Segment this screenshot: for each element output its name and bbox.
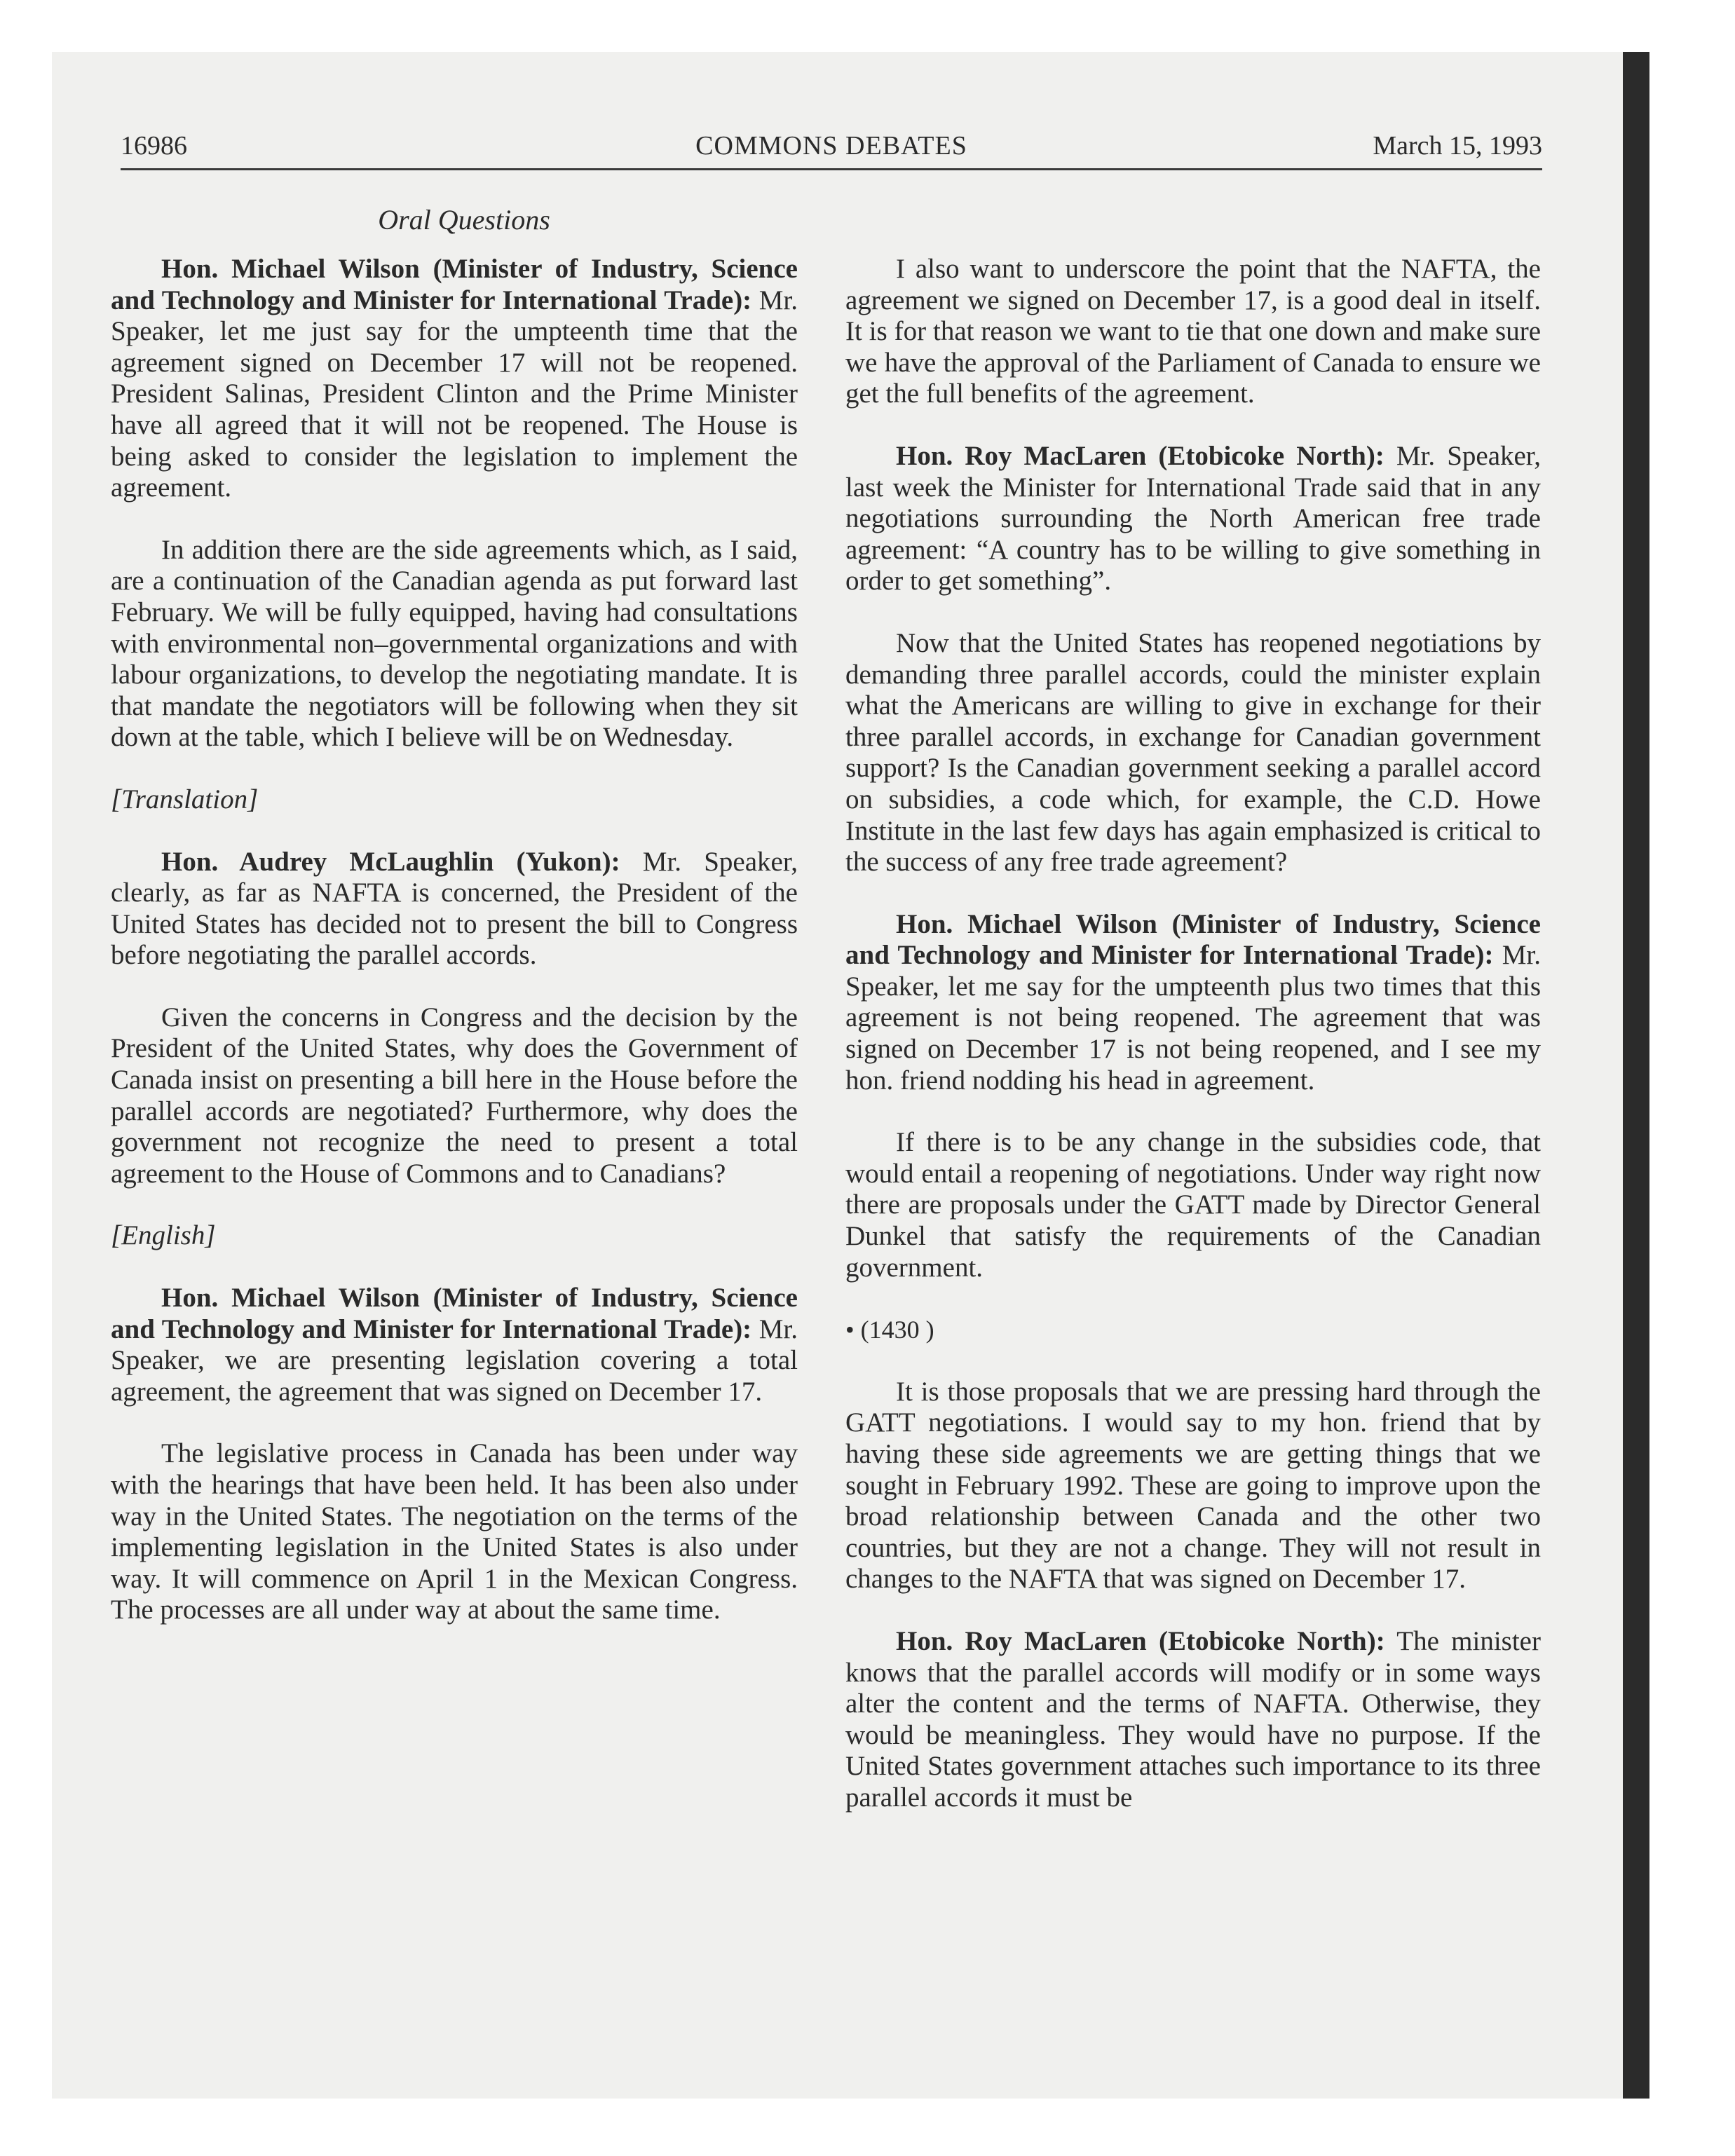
paragraph: It is those proposals that we are pressing hard through the GATT negotiations. I would say to my hon. friend that by having these side agreements we are getting things that we sought in February 1992. These are going to improve upon the broad relationship between Canada and the other two countries, but they are not a change. They will not result in changes to the NAFTA that was signed on December 17. <box>845 1376 1541 1595</box>
language-note: [English] <box>111 1220 216 1251</box>
publication-date: March 15, 1993 <box>1373 131 1542 161</box>
paragraph: Now that the United States has reopened negotiations by demanding three parallel accords, could the minister explain what the Americans are willing to give in exchange for their three parallel accords, in exchange for Canadian government support? Is the Canadian government seeking a parallel accord on subsidies, a code which, for example, the C.D. Howe Institute in the last few days has again emphasized is critical to the success of any free trade agreement? <box>845 627 1541 878</box>
speaker-name: Hon. Roy MacLaren (Etobicoke North): <box>896 1625 1385 1656</box>
scan-edge-shadow <box>1623 52 1649 2099</box>
paragraph <box>111 1283 798 1407</box>
paragraph: I also want to underscore the point that the NAFTA, the agreement we signed on December 17, is a good deal in itself. It is for that reason we want to tie that one down and make sure we have the approval of the Parliament of Canada to ensure we get the full benefits of the agreement. <box>845 254 1541 409</box>
speaker-name: Hon. Audrey McLaughlin (Yukon): <box>161 846 620 877</box>
publication-title: COMMONS DEBATES <box>695 131 967 161</box>
speech-text: Mr. Speaker, clearly, as far as NAFTA is concerned, the President of the United States has decided not to present the bill to Congress before negotiating the parallel accords. <box>111 846 798 971</box>
paragraph <box>111 254 798 504</box>
paragraph: If there is to be any change in the subsidies code, that would entail a reopening of negotiations. Under way right now there are proposals under the GATT made by Director General Dunkel that satisfy the requirements of the Canadian government. <box>845 1127 1541 1283</box>
paragraph: In addition there are the side agreements which, as I said, are a continuation of the Canadian agenda as put forward last February. We will be fully equipped, having had consultations with environmental non–governmental organizations and with labour organizations, to develop the negotiating mandate. It is that mandate the negotiators will be following when they sit down at the table, which I believe will be on Wednesday. <box>111 534 798 753</box>
paragraph <box>845 441 1541 597</box>
paragraph: The legislative process in Canada has been under way with the hearings that have been held. It has been also under way in the United States. The negotiation on the terms of the implementing legislation in the United States is also under way. It will commence on April 1 in the Mexican Congress. The processes are all under way at about the same time. <box>111 1438 798 1625</box>
speech-text: Mr. Speaker, let me say for the umpteenth plus two times that this agreement is not being reopened. The agreement that was signed on December 17 is not being reopened, and I see my hon. friend nodding his head in agreement. <box>845 940 1541 1096</box>
paragraph <box>111 847 798 971</box>
speaker-name: Hon. Roy MacLaren (Etobicoke North): <box>896 440 1384 471</box>
page-header <box>121 126 1542 170</box>
language-note: [Translation] <box>111 784 259 814</box>
speech-text: Mr. Speaker, let me just say for the umpteenth time that the agreement signed on December 17 will not be reopened. President Salinas, President Clinton and the Prime Minister have all agreed that it will not be reopened. The House is being asked to consider the legislation to implement the agreement. <box>111 285 798 503</box>
time-marker: • (1430 ) <box>845 1316 934 1344</box>
speech-text: The minister knows that the parallel accords will modify or in some ways alter the content and the terms of NAFTA. Otherwise, they would be meaningless. They would have no purpose. If the United States government attaches such importance to its three parallel accords it must be <box>845 1625 1541 1813</box>
section-title: Oral Questions <box>378 204 550 236</box>
paragraph: Given the concerns in Congress and the decision by the President of the United States, why does the Government of Canada insist on presenting a bill here in the House before the parallel accords are negotiated? Furthermore, why does the government not recognize the need to present a total agreement to the House of Commons and to Canadians? <box>111 1002 798 1189</box>
speaker-name: Hon. Michael Wilson (Minister of Industry, Science and Technology and Minister for International Trade): <box>845 908 1541 971</box>
speaker-name: Hon. Michael Wilson (Minister of Industry, Science and Technology and Minister for International Trade): <box>111 1283 798 1344</box>
page-number: 16986 <box>121 131 187 161</box>
right-column <box>845 254 1541 1845</box>
paragraph <box>845 1626 1541 1814</box>
speech-text: Mr. Speaker, last week the Minister for International Trade said that in any negotiations surrounding the North American free trade agreement: “A country has to be willing to give something in order to get something”. <box>845 440 1541 596</box>
speech-text: Mr. Speaker, we are presenting legislation covering a total agreement, the agreement that was signed on December 17. <box>111 1314 798 1407</box>
paragraph <box>845 909 1541 1097</box>
speaker-name: Hon. Michael Wilson (Minister of Industry, Science and Technology and Minister for International Trade): <box>111 254 798 315</box>
left-column <box>111 254 798 1657</box>
